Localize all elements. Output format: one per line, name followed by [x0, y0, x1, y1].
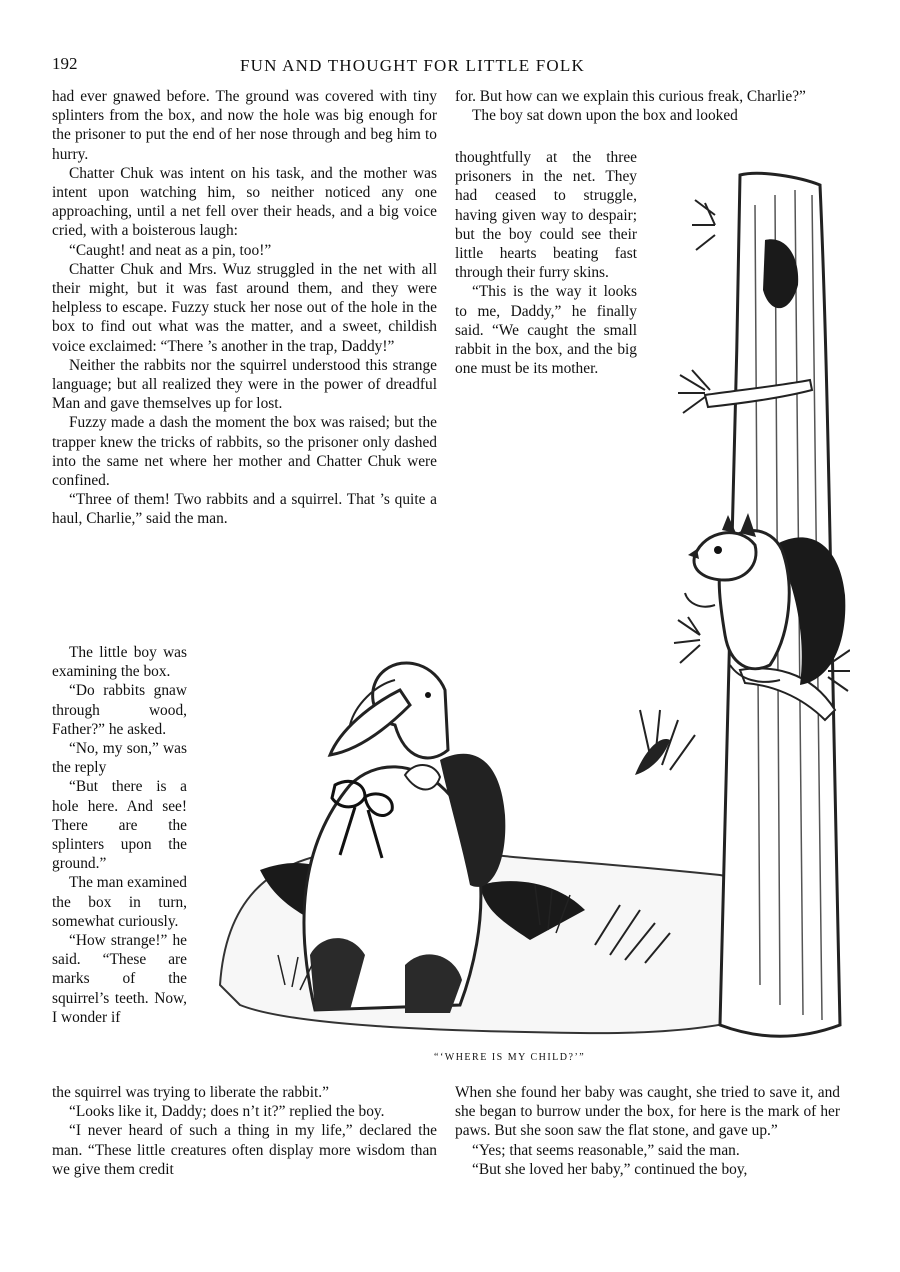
left-column-narrow [52, 643, 187, 1027]
paragraph: “This is the way it looks to me, Daddy,” he finally said. “We caught the small rabbit in the box, and the big one must be its mother. [455, 283, 637, 378]
paragraph: The boy sat down upon the box and looked [472, 107, 738, 125]
running-head: FUN AND THOUGHT FOR LITTLE FOLK [240, 56, 585, 75]
paragraph: The man examined the box in turn, somewhat curiously. [52, 874, 187, 930]
paragraph: Neither the rabbits nor the squirrel understood this strange language; but all realized they were in the power of dreadful Man and gave themselves up for lost. [52, 356, 437, 413]
illustration [200, 165, 850, 1045]
paragraph: had ever gnawed before. The ground was covered with tiny splinters from the box, and now the hole was big enough for the prisoner to put the end of her nose through and beg him to hurry. [52, 88, 437, 163]
paragraph: “Three of them! Two rabbits and a squirrel. That ’s quite a haul, Charlie,” said the man. [52, 491, 437, 528]
paragraph: the squirrel was trying to liberate the rabbit.” [52, 1084, 329, 1101]
paragraph: thoughtfully at the three prisoners in the net. They had ceased to struggle, having given way to despair; but the boy could see their little hearts beating fast through their furry skins. [455, 149, 637, 282]
paragraph: “Caught! and neat as a pin, too!” [69, 241, 272, 259]
paragraph: “But there is a hole here. And see! There are the splinters upon the ground.” [52, 778, 187, 873]
paragraph: “No, my son,” was the reply [52, 740, 187, 777]
paragraph: The little boy was examining the box. [52, 644, 187, 681]
paragraph: “Yes; that seems reasonable,” said the man. [472, 1141, 740, 1159]
paragraph: “Looks like it, Daddy; does n’t it?” replied the boy. [69, 1103, 385, 1121]
paragraph: for. But how can we explain this curious freak, Charlie?” [455, 88, 806, 105]
paragraph: “How strange!” he said. “These are marks of the squirrel’s teeth. Now, I wonder if [52, 932, 187, 1026]
paragraph: Fuzzy made a dash the moment the box was raised; but the trapper knew the tricks of rabbits, so the prisoner only dashed into the same net where her mother and Chatter Chuk were confined. [52, 414, 437, 490]
paragraph: “But she loved her baby,” continued the boy, [472, 1160, 748, 1178]
paragraph: “Do rabbits gnaw through wood, Father?” he asked. [52, 682, 187, 738]
right-column-bottom [455, 1083, 840, 1179]
paragraph: Chatter Chuk and Mrs. Wuz struggled in the net with all their might, but it was fast around them, and they were helpless to escape. Fuzzy stuck her nose out of the hole in the box to find out what was the matter, and a sweet, childish voice exclaimed: “There ’s another in the trap, Daddy!” [52, 260, 437, 355]
illustration-caption: “‘WHERE IS MY CHILD?’” [434, 1052, 586, 1063]
paragraph: “I never heard of such a thing in my life,” declared the man. “These little creatures often display more wisdom than we give them credit [52, 1122, 437, 1178]
paragraph: Chatter Chuk was intent on his task, and the mother was intent upon watching him, so neither noticed any one approaching, until a net fell over their heads, and a big voice cried, with a boisterous laugh: [52, 164, 437, 240]
right-column-top [455, 87, 840, 125]
page-number: 192 [52, 54, 78, 73]
paragraph: When she found her baby was caught, she tried to save it, and she began to burrow under the box, for here is the mark of her paws. But she soon saw the flat stone, and gave up.” [455, 1084, 840, 1140]
left-column-bottom [52, 1083, 437, 1179]
